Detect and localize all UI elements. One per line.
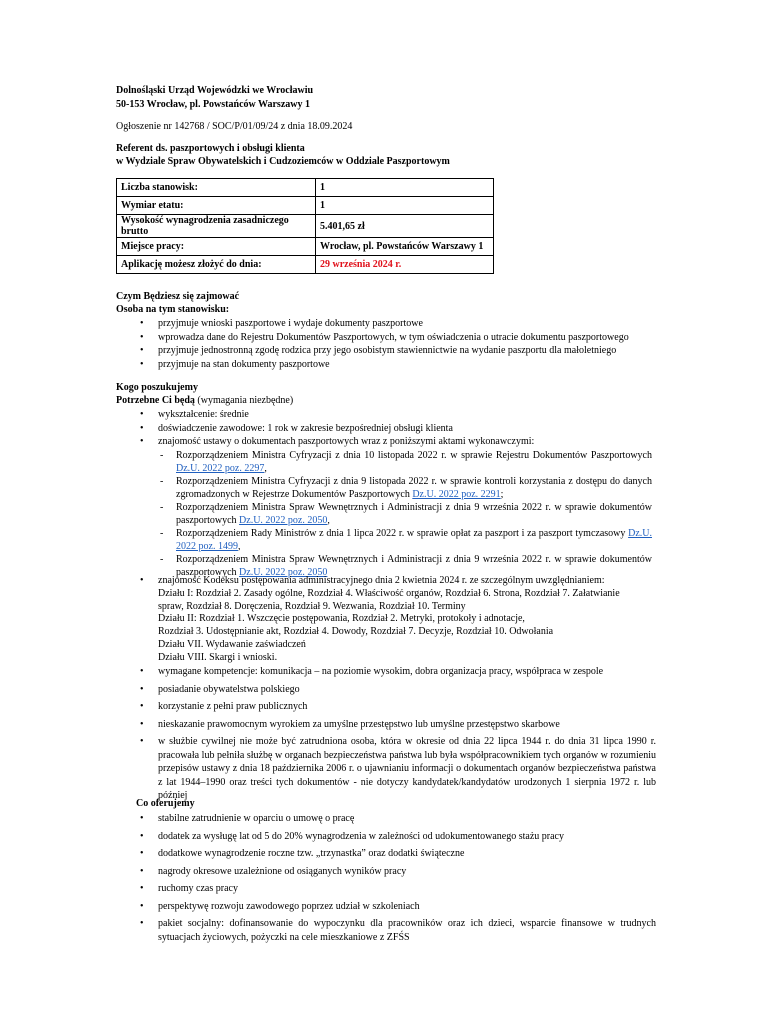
list-item: • nieskazanie prawomocnym wyrokiem za umyślne przestępstwo lub umyślne przestępstwo skarbowe bbox=[136, 718, 656, 732]
announcement-number: Ogłoszenie nr 142768 / SOC/P/01/09/24 z dnia 18.09.2024 bbox=[116, 121, 353, 132]
list-item: • ruchomy czas pracy bbox=[136, 882, 656, 896]
list-item: • wykształcenie: średnie bbox=[136, 408, 656, 422]
duties-subheading: Osoba na tym stanowisku: bbox=[116, 304, 230, 315]
position-department: w Wydziale Spraw Obywatelskich i Cudzoziemców w Oddziale Paszportowym bbox=[116, 156, 450, 167]
act-link[interactable]: Dz.U. 2022 poz. 2291 bbox=[412, 489, 501, 500]
table-row bbox=[117, 238, 494, 256]
act-link[interactable]: Dz.U. 2022 poz. 1499 bbox=[176, 528, 652, 552]
kpa-line: Działu I: Rozdział 2. Zasady ogólne, Rozdział 4. Właściwość organów, Rozdział 6. Strona, Rozdział 7. Załatwianie bbox=[158, 587, 620, 599]
act-item bbox=[156, 449, 652, 475]
kpa-line: Działu VIII. Skargi i wnioski. bbox=[158, 651, 278, 663]
duties-list bbox=[136, 317, 656, 371]
offer-heading: Co oferujemy bbox=[136, 798, 195, 809]
list-item: • znajomość ustawy o dokumentach paszportowych wraz z poniższymi aktami wykonawczymi: bbox=[136, 435, 656, 449]
list-item: • korzystanie z pełni praw publicznych bbox=[136, 700, 656, 714]
table-row bbox=[117, 179, 494, 197]
list-item: • nagrody okresowe uzależnione od osiąganych wyników pracy bbox=[136, 865, 656, 879]
table-cell-label: Liczba stanowisk: bbox=[117, 179, 316, 197]
act-tail: , bbox=[237, 541, 241, 552]
requirements-sub-rest: (wymagania niezbędne) bbox=[194, 395, 294, 406]
kpa-line: Rozdział 3. Udostępnianie akt, Rozdział 4. Dowody, Rozdział 7. Decyzje, Rozdział 10. Odwołania bbox=[158, 626, 554, 638]
table-cell-label: Aplikację możesz złożyć do dnia: bbox=[117, 256, 316, 274]
list-item: • perspektywę rozwoju zawodowego poprzez udział w szkoleniach bbox=[136, 900, 656, 914]
act-text: Rozporządzeniem Ministra Cyfryzacji z dnia 10 listopada 2022 r. w sprawie Rejestru Dokumentów Paszportowych bbox=[176, 450, 652, 461]
act-item bbox=[156, 501, 652, 527]
table-row bbox=[117, 256, 494, 274]
table-row bbox=[117, 215, 494, 238]
list-item: • w służbie cywilnej nie może być zatrudniona osoba, która w okresie od dnia 22 lipca 1944 r. do dnia 31 lipca 1990 r. pracowała lub pełniła służbę w organach bezpieczeństwa państwa lub była współpracownikiem tych organów w rozumieniu przepisów ustawy z dnia 18 października 2006 r. o ujawnianiu informacji o dokumentach organów bezpieczeństwa państwa z lat 1944–1990 oraz treści tych dokumentów - nie dotyczy kandydatek/kandydatów urodzonych 1 sierpnia 1972 r. lub później bbox=[136, 735, 656, 803]
list-item: • pakiet socjalny: dofinansowanie do wypoczynku dla pracowników oraz ich dzieci, wsparcie finansowe w trudnych sytuacjach życiowych, pożyczki na cele mieszkaniowe z ZFŚS bbox=[136, 917, 656, 944]
deadline-value: 29 września 2024 r. bbox=[316, 256, 494, 274]
act-link[interactable]: Dz.U. 2022 poz. 2297 bbox=[176, 463, 265, 474]
org-address: 50-153 Wrocław, pl. Powstańców Warszawy 1 bbox=[116, 99, 310, 110]
table-cell-value: 1 bbox=[316, 179, 494, 197]
table-cell-value: 5.401,65 zł bbox=[316, 215, 494, 238]
act-text: Rozporządzeniem Ministra Spraw Wewnętrznych i Administracji z dnia 9 września 2022 r. w sprawie dokumentów paszportowych bbox=[176, 554, 652, 578]
kpa-line: spraw, Rozdział 8. Doręczenia, Rozdział 9. Wezwania, Rozdział 10. Terminy bbox=[158, 600, 466, 612]
list-item: • dodatek za wysługę lat od 5 do 20% wynagrodzenia w zależności od udokumentowanego stażu pracy bbox=[136, 830, 656, 844]
act-text: Rozporządzeniem Rady Ministrów z dnia 1 lipca 2022 r. w sprawie opłat za paszport i za paszport tymczasowy bbox=[176, 528, 629, 539]
list-item: • wprowadza dane do Rejestru Dokumentów Paszportowych, w tym oświadczenia o utracie dokumentu paszportowego bbox=[136, 331, 656, 345]
requirements-heading: Kogo poszukujemy bbox=[116, 382, 198, 393]
act-tail: , bbox=[264, 463, 267, 474]
requirements-subheading bbox=[116, 394, 293, 407]
list-item: • przyjmuje na stan dokumenty paszportowe bbox=[136, 358, 656, 372]
act-item bbox=[156, 475, 652, 501]
list-item: • przyjmuje jednostronną zgodę rodzica przy jego osobistym stawiennictwie na wydanie paszportu dla małoletniego bbox=[136, 344, 656, 358]
act-link[interactable]: Dz.U. 2022 poz. 2050 bbox=[239, 567, 328, 578]
act-tail: , bbox=[327, 515, 330, 526]
list-item: • dodatkowe wynagrodzenie roczne tzw. „trzynastka” oraz dodatki świąteczne bbox=[136, 847, 656, 861]
table-row bbox=[117, 197, 494, 215]
kpa-line: Działu II: Rozdział 1. Wszczęcie postępowania, Rozdział 2. Metryki, protokoły i adnotacje, bbox=[158, 613, 525, 625]
act-link[interactable]: Dz.U. 2022 poz. 2050 bbox=[239, 515, 328, 526]
bullet-icon: • bbox=[140, 575, 144, 586]
kpa-line: Działu VII. Wydawanie zaświadczeń bbox=[158, 638, 306, 650]
act-text: Rozporządzeniem Ministra Spraw Wewnętrznych i Administracji z dnia 9 września 2022 r. w sprawie dokumentów paszportowych bbox=[176, 502, 652, 526]
table-cell-label: Wysokość wynagrodzenia zasadniczego brutto bbox=[117, 215, 316, 238]
requirements-list-bottom bbox=[136, 665, 656, 803]
kpa-item bbox=[136, 575, 656, 665]
table-cell-label: Wymiar etatu: bbox=[117, 197, 316, 215]
requirements-list-top bbox=[136, 408, 656, 449]
table-cell-value: Wrocław, pl. Powstańców Warszawy 1 bbox=[316, 238, 494, 256]
acts-list bbox=[156, 449, 652, 579]
act-item bbox=[156, 527, 652, 553]
act-text: Rozporządzeniem Ministra Cyfryzacji z dnia 9 listopada 2022 r. w sprawie kontroli korzystania z dostępu do danych zgromadzonych w Rejestrze Dokumentów Paszportowych bbox=[176, 476, 652, 500]
position-title: Referent ds. paszportowych i obsługi klienta bbox=[116, 143, 305, 154]
list-item: • przyjmuje wnioski paszportowe i wydaje dokumenty paszportowe bbox=[136, 317, 656, 331]
list-item: • posiadanie obywatelstwa polskiego bbox=[136, 683, 656, 697]
list-item: • stabilne zatrudnienie w oparciu o umowę o pracę bbox=[136, 812, 656, 826]
list-item: • doświadczenie zawodowe: 1 rok w zakresie bezpośredniej obsługi klienta bbox=[136, 422, 656, 436]
kpa-line: znajomość Kodeksu postępowania administracyjnego dnia 2 kwietnia 2024 r. ze szczególnym uwzględnianiem: bbox=[158, 575, 605, 586]
table-cell-label: Miejsce pracy: bbox=[117, 238, 316, 256]
duties-heading: Czym Będziesz się zajmować bbox=[116, 291, 240, 302]
act-tail: ; bbox=[500, 489, 504, 500]
job-info-table bbox=[116, 178, 494, 274]
org-name: Dolnośląski Urząd Wojewódzki we Wrocławiu bbox=[116, 85, 314, 96]
requirements-sub-bold: Potrzebne Ci będą bbox=[116, 395, 195, 406]
table-cell-value: 1 bbox=[316, 197, 494, 215]
kpa-block bbox=[136, 575, 656, 665]
list-item: • wymagane kompetencje: komunikacja – na poziomie wysokim, dobra organizacja pracy, współpraca w zespole bbox=[136, 665, 656, 679]
offer-list bbox=[136, 812, 656, 944]
